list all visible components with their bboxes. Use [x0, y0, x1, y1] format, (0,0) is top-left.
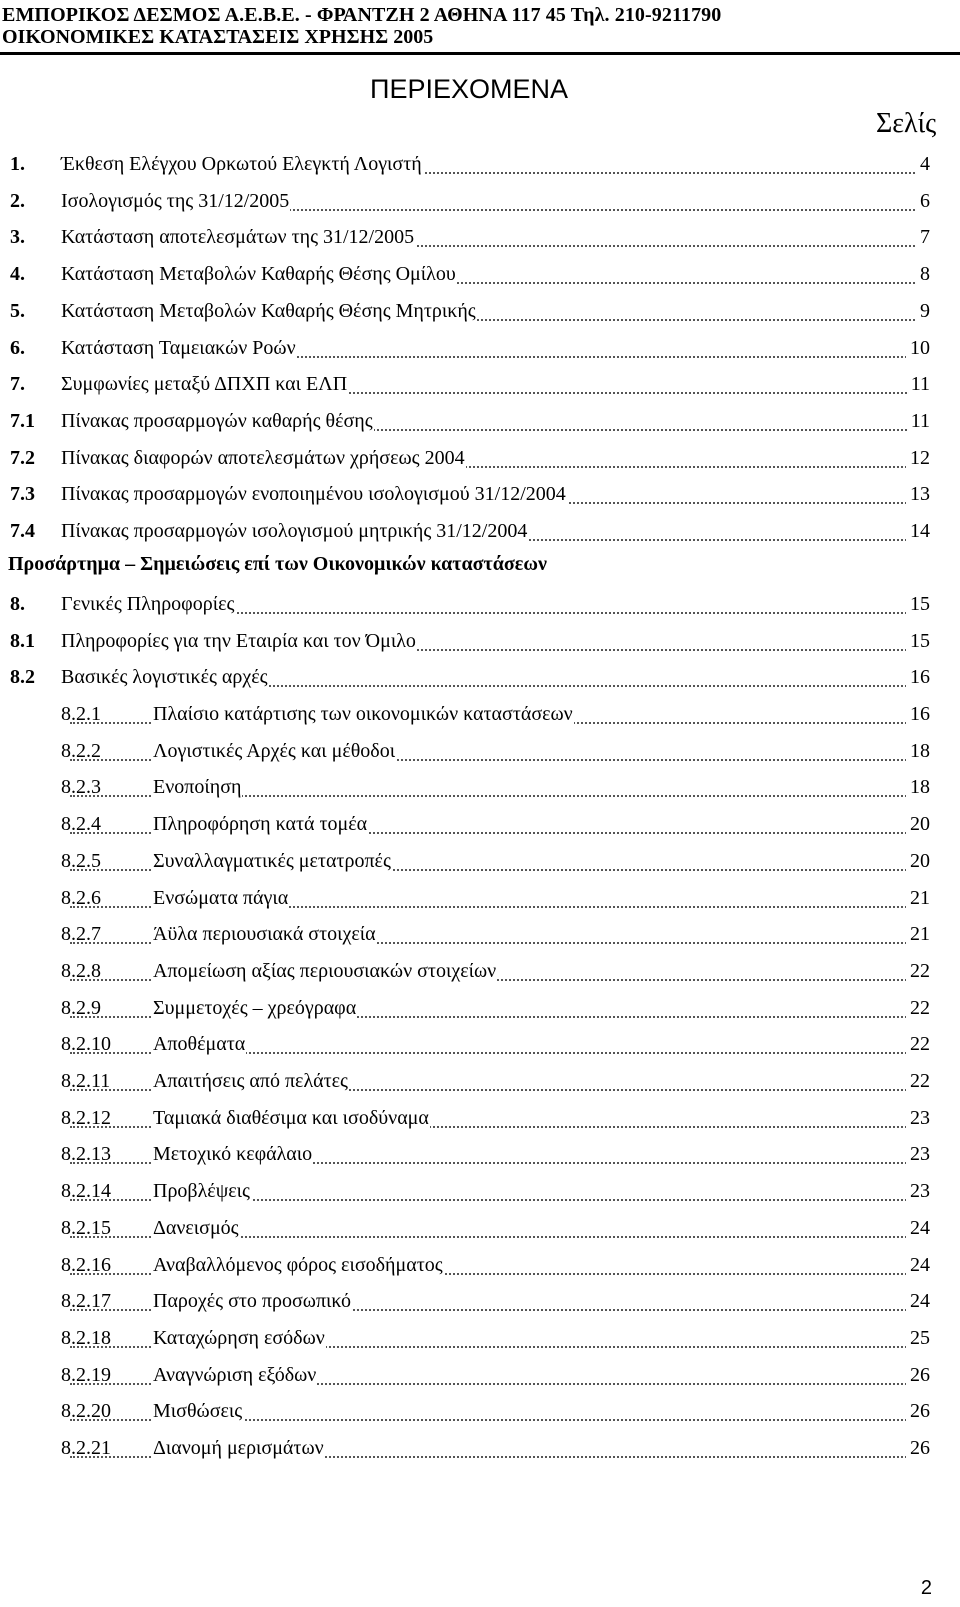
company-header: ΕΜΠΟΡΙΚΟΣ ΔΕΣΜΟΣ Α.Ε.Β.Ε. - ΦΡΑΝΤΖΗ 2 ΑΘΗΝΑ 117 45 Τηλ. 210-9211790: [2, 4, 722, 26]
entry-page: 15: [906, 629, 930, 653]
entry-label: Γενικές Πληροφορίες: [61, 593, 235, 615]
entry-number: 7.1: [10, 409, 35, 432]
page-column-label: Σελίς: [876, 108, 937, 139]
entry-number: 8.2.12: [61, 1106, 111, 1129]
entry-label: Μετοχικό κεφάλαιο: [153, 1143, 313, 1166]
entry-page: 20: [906, 812, 930, 836]
entry-label: Κατάσταση Μεταβολών Καθαρής Θέσης Μητρικής: [61, 299, 476, 322]
entry-number: 2.: [10, 189, 25, 212]
toc-entry[interactable]: [0, 252, 960, 288]
entry-number: 8.2.17: [61, 1290, 111, 1313]
toc-entry[interactable]: [0, 619, 960, 655]
entry-number: 1.: [10, 153, 25, 175]
entry-label: Αναγνώριση εξόδων: [153, 1363, 317, 1386]
entry-label: Απαιτήσεις από πελάτες: [153, 1070, 348, 1092]
entry-page: 21: [906, 922, 930, 946]
toc-entry[interactable]: [0, 179, 960, 215]
entry-page: 24: [906, 1253, 930, 1277]
entry-label: Άϋλα περιουσιακά στοιχεία: [153, 923, 376, 946]
entry-page: 11: [907, 372, 930, 396]
entry-number: 8.2.5: [61, 849, 101, 872]
entry-number: 8.2.16: [61, 1253, 111, 1276]
entry-page: 15: [906, 592, 930, 616]
toc-entry[interactable]: [0, 1022, 960, 1058]
entry-page: 24: [906, 1289, 930, 1313]
entry-number: 7.2: [10, 446, 35, 469]
entry-page: 9: [916, 299, 930, 323]
toc-entry[interactable]: [0, 1096, 960, 1132]
header-rule: [0, 52, 960, 55]
entry-page: 14: [906, 519, 930, 543]
entry-label: Ταμιακά διαθέσιμα και ισοδύναμα: [153, 1106, 429, 1129]
toc-entry[interactable]: [0, 1169, 960, 1205]
entry-label: Συμμετοχές – χρεόγραφα: [153, 996, 357, 1019]
toc-entry[interactable]: [0, 839, 960, 875]
entry-label: Ενοποίηση: [153, 776, 242, 799]
entry-label: Διανομή μερισμάτων: [153, 1437, 324, 1459]
entry-number: 8.2.19: [61, 1363, 111, 1386]
entry-label: Κατάσταση Ταμειακών Ροών: [61, 336, 296, 359]
entry-page: 25: [906, 1326, 930, 1350]
entry-label: Πίνακας προσαρμογών ενοποιημένου ισολογισμού 31/12/2004: [61, 483, 566, 506]
entry-page: 16: [906, 702, 930, 726]
entry-label: Πλαίσιο κατάρτισης των οικονομικών καταστάσεων: [153, 703, 573, 725]
entry-page: 23: [906, 1106, 930, 1130]
toc-entry[interactable]: [0, 765, 960, 801]
entry-label: Πίνακας προσαρμογών ισολογισμού μητρικής 31/12/2004: [61, 520, 528, 542]
entry-label: Ενσώματα πάγια: [153, 886, 289, 909]
toc-title: ΠΕΡΙΕΧΟΜΕΝΑ: [370, 74, 569, 104]
entry-page: 22: [906, 996, 930, 1020]
entry-page: 20: [906, 849, 930, 873]
entry-label: Πληροφορίες για την Εταιρία και τον Όμιλο: [61, 629, 416, 652]
toc-entry[interactable]: [0, 1206, 960, 1242]
toc-entry[interactable]: [0, 1279, 960, 1315]
entry-label: Έκθεση Ελέγχου Ορκωτού Ελεγκτή Λογιστή: [61, 153, 422, 175]
entry-page: 26: [906, 1399, 930, 1423]
toc-entry[interactable]: [0, 1316, 960, 1352]
toc-entry[interactable]: [0, 326, 960, 362]
entry-number: 8.2.3: [61, 776, 101, 799]
entry-label: Βασικές λογιστικές αρχές: [61, 666, 268, 689]
entry-page: 6: [916, 189, 930, 213]
toc-entry[interactable]: [0, 289, 960, 325]
entry-number: 8.2.4: [61, 813, 101, 836]
entry-number: 8.2: [10, 666, 35, 689]
toc-entry[interactable]: [0, 876, 960, 912]
toc-entry[interactable]: [0, 215, 960, 251]
entry-number: 8.2.1: [61, 703, 101, 725]
entry-number: 8.2.9: [61, 996, 101, 1019]
entry-label: Λογιστικές Αρχές και μέθοδοι: [153, 739, 396, 762]
entry-page: 11: [907, 409, 930, 433]
entry-label: Κατάσταση αποτελεσμάτων της 31/12/2005: [61, 226, 415, 249]
section-heading: Προσάρτημα – Σημειώσεις επί των Οικονομικών καταστάσεων: [8, 553, 547, 575]
entry-page: 21: [906, 886, 930, 910]
entry-page: 13: [906, 482, 930, 506]
entry-number: 8.2.2: [61, 739, 101, 762]
entry-label: Πίνακας προσαρμογών καθαρής θέσης: [61, 409, 373, 432]
entry-number: 4.: [10, 263, 25, 286]
toc-entry[interactable]: [0, 142, 960, 178]
entry-page: 12: [906, 446, 930, 470]
entry-number: 8.2.11: [61, 1070, 111, 1092]
entry-number: 8.2.13: [61, 1143, 111, 1166]
entry-label: Πληροφόρηση κατά τομέα: [153, 813, 368, 836]
entry-page: 18: [906, 739, 930, 763]
toc-entry[interactable]: [0, 912, 960, 948]
toc-entry[interactable]: [0, 1426, 960, 1462]
toc-entry[interactable]: [0, 729, 960, 765]
toc-entry[interactable]: [0, 399, 960, 435]
entry-label: Προβλέψεις: [153, 1180, 250, 1203]
toc-entry[interactable]: [0, 1243, 960, 1279]
toc-entry[interactable]: [0, 949, 960, 985]
entry-label: Πίνακας διαφορών αποτελεσμάτων χρήσεως 2004: [61, 446, 465, 469]
entry-label: Αναβαλλόμενος φόρος εισοδήματος: [153, 1253, 443, 1276]
entry-label: Παροχές στο προσωπικό: [153, 1290, 352, 1313]
entry-page: 16: [906, 665, 930, 689]
toc-entry[interactable]: [0, 802, 960, 838]
entry-number: 8.2.7: [61, 923, 101, 946]
toc-entry[interactable]: [0, 1059, 960, 1095]
entry-number: 3.: [10, 226, 25, 249]
entry-number: 6.: [10, 336, 25, 359]
entry-page: 22: [906, 1032, 930, 1056]
entry-page: 22: [906, 1069, 930, 1093]
toc-entry[interactable]: [0, 1132, 960, 1168]
entry-number: 8.2.20: [61, 1400, 111, 1423]
entry-number: 8.2.14: [61, 1180, 111, 1203]
entry-label: Αποθέματα: [153, 1033, 246, 1056]
entry-number: 8.2.8: [61, 959, 101, 982]
toc-entry[interactable]: [0, 436, 960, 472]
entry-label: Μισθώσεις: [153, 1400, 243, 1423]
entry-label: Ισολογισμός της 31/12/2005: [61, 189, 290, 212]
entry-page: 24: [906, 1216, 930, 1240]
report-subtitle: ΟΙΚΟΝΟΜΙΚΕΣ ΚΑΤΑΣΤΑΣΕΙΣ ΧΡΗΣΗΣ 2005: [2, 26, 434, 48]
toc-entry[interactable]: [0, 509, 960, 545]
entry-number: 8.2.18: [61, 1326, 111, 1349]
entry-label: Δανεισμός: [153, 1216, 239, 1239]
entry-number: 8.2.6: [61, 886, 101, 909]
toc-entry[interactable]: [0, 1353, 960, 1389]
entry-number: 8.2.10: [61, 1033, 111, 1056]
toc-entry[interactable]: [0, 472, 960, 508]
entry-page: 18: [906, 775, 930, 799]
entry-page: 8: [916, 262, 930, 286]
entry-page: 4: [916, 152, 930, 176]
entry-number: 7.4: [10, 520, 35, 542]
entry-number: 7.3: [10, 483, 35, 506]
toc-entry[interactable]: [0, 362, 960, 398]
entry-label: Απομείωση αξίας περιουσιακών στοιχείων: [153, 959, 497, 982]
toc-entry[interactable]: [0, 1389, 960, 1425]
entry-number: 8.2.21: [61, 1437, 111, 1459]
toc-entry[interactable]: [0, 692, 960, 728]
entry-number: 8.1: [10, 629, 35, 652]
entry-label: Συμφωνίες μεταξύ ΔΠΧΠ και ΕΛΠ: [61, 373, 348, 396]
entry-page: 26: [906, 1363, 930, 1387]
entry-page: 10: [906, 336, 930, 360]
entry-label: Συναλλαγματικές μετατροπές: [153, 849, 391, 872]
toc-entry[interactable]: [0, 582, 960, 618]
entry-number: 5.: [10, 299, 25, 322]
entry-number: 8.: [10, 593, 25, 615]
toc-entry[interactable]: [0, 655, 960, 691]
entry-page: 22: [906, 959, 930, 983]
entry-label: Κατάσταση Μεταβολών Καθαρής Θέσης Ομίλου: [61, 263, 456, 286]
entry-page: 23: [906, 1142, 930, 1166]
entry-page: 23: [906, 1179, 930, 1203]
toc-entry[interactable]: [0, 986, 960, 1022]
entry-page: 26: [906, 1436, 930, 1460]
entry-number: 8.2.15: [61, 1216, 111, 1239]
entry-number: 7.: [10, 373, 25, 396]
entry-page: 7: [916, 225, 930, 249]
page-number: 2: [920, 1577, 932, 1599]
entry-label: Καταχώρηση εσόδων: [153, 1326, 325, 1349]
